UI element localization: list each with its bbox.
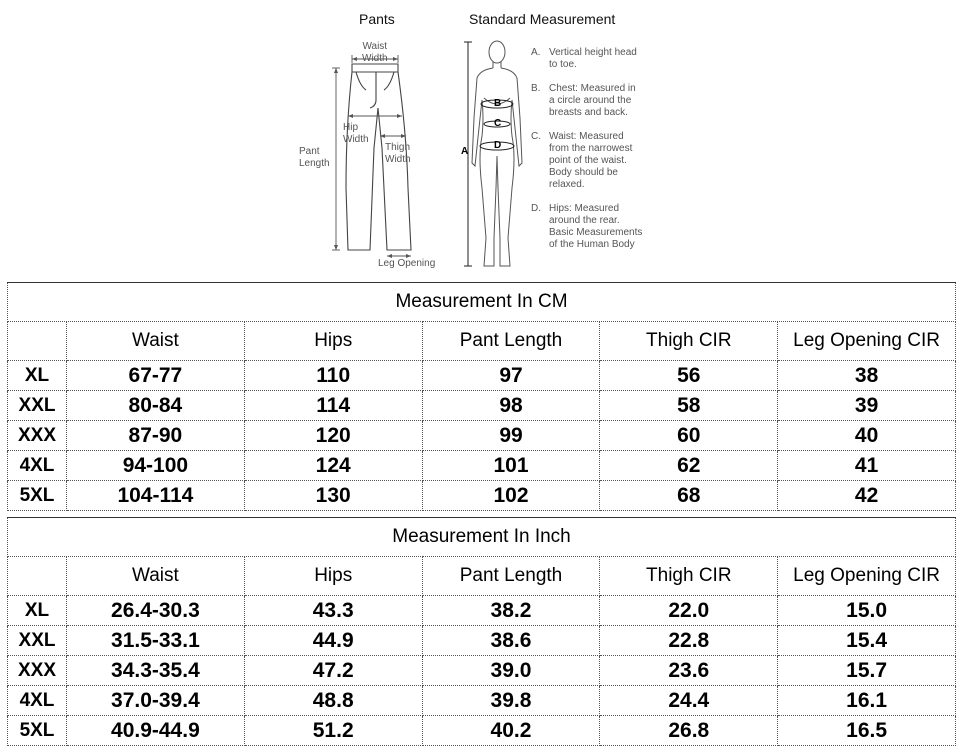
note-b-line: breasts and back. [549, 107, 628, 118]
note-c-line: point of the waist. [549, 155, 627, 166]
note-d-line: around the rear. [549, 215, 620, 226]
leg-opening-label: Leg Opening [378, 258, 436, 269]
value-cell: 80-84 [67, 391, 245, 421]
header-cell [8, 557, 67, 596]
pant-length-line2: Length [299, 158, 330, 169]
value-cell: 51.2 [244, 716, 422, 746]
table-row [8, 596, 956, 626]
header-cell [8, 322, 67, 361]
note-c-line: Waist: Measured [549, 131, 624, 142]
value-cell: 39 [778, 391, 956, 421]
hip-label-line2: Width [343, 134, 369, 145]
inch-table-title: Measurement In Inch [8, 518, 956, 557]
figure-letter-d: D [494, 140, 502, 151]
figure-letter-b: B [494, 98, 502, 109]
cm-table-title: Measurement In CM [8, 283, 956, 322]
value-cell: 60 [600, 421, 778, 451]
figure-letter-c: C [494, 118, 502, 129]
size-cell: 5XL [8, 716, 67, 746]
value-cell: 102 [422, 481, 600, 511]
waist-label-line2: Width [362, 53, 388, 64]
value-cell: 16.5 [778, 716, 956, 746]
inch-header-row [8, 557, 956, 596]
value-cell: 15.7 [778, 656, 956, 686]
value-cell: 40.2 [422, 716, 600, 746]
value-cell: 97 [422, 361, 600, 391]
value-cell: 22.8 [600, 626, 778, 656]
header-cell: Thigh CIR [600, 557, 778, 596]
value-cell: 34.3-35.4 [67, 656, 245, 686]
size-cell: 4XL [8, 451, 67, 481]
size-cell: XXX [8, 656, 67, 686]
waist-width-label [362, 41, 388, 65]
value-cell: 101 [422, 451, 600, 481]
value-cell: 67-77 [67, 361, 245, 391]
body-figure [462, 38, 532, 273]
note-d [531, 203, 669, 251]
table-row [8, 686, 956, 716]
value-cell: 40.9-44.9 [67, 716, 245, 746]
pants-title-text: Pants [359, 11, 395, 27]
header-cell: Leg Opening CIR [778, 322, 956, 361]
inch-size-table [7, 517, 956, 746]
thigh-width-label [385, 142, 411, 166]
note-b-key: B. [531, 83, 541, 94]
note-c [531, 131, 669, 191]
value-cell: 38 [778, 361, 956, 391]
value-cell: 38.2 [422, 596, 600, 626]
cm-size-table [7, 282, 956, 511]
note-a [531, 47, 669, 71]
cm-header-row [8, 322, 956, 361]
value-cell: 39.8 [422, 686, 600, 716]
value-cell: 23.6 [600, 656, 778, 686]
value-cell: 41 [778, 451, 956, 481]
value-cell: 37.0-39.4 [67, 686, 245, 716]
value-cell: 26.4-30.3 [67, 596, 245, 626]
value-cell: 94-100 [67, 451, 245, 481]
pant-length-line1: Pant [299, 146, 320, 157]
value-cell: 68 [600, 481, 778, 511]
waist-label-line1: Waist [362, 41, 388, 52]
note-a-line: to toe. [549, 59, 577, 70]
header-cell: Pant Length [422, 557, 600, 596]
header-cell: Pant Length [422, 322, 600, 361]
pant-length-label [299, 146, 330, 170]
note-d-line: Hips: Measured [549, 203, 620, 214]
table-row [8, 481, 956, 511]
value-cell: 15.0 [778, 596, 956, 626]
note-b-line: Chest: Measured in [549, 83, 636, 94]
header-cell: Hips [244, 557, 422, 596]
value-cell: 56 [600, 361, 778, 391]
value-cell: 114 [244, 391, 422, 421]
note-d-key: D. [531, 203, 541, 214]
value-cell: 40 [778, 421, 956, 451]
note-d-line: Basic Measurements [549, 227, 643, 238]
table-row [8, 626, 956, 656]
hip-label-line1: Hip [343, 122, 359, 133]
value-cell: 48.8 [244, 686, 422, 716]
size-cell: 4XL [8, 686, 67, 716]
value-cell: 44.9 [244, 626, 422, 656]
header-cell: Waist [67, 322, 245, 361]
value-cell: 47.2 [244, 656, 422, 686]
note-c-line: Body should be [549, 167, 618, 178]
value-cell: 104-114 [67, 481, 245, 511]
value-cell: 38.6 [422, 626, 600, 656]
value-cell: 15.4 [778, 626, 956, 656]
note-a-key: A. [531, 47, 541, 58]
thigh-label-line2: Width [385, 154, 411, 165]
header-cell: Waist [67, 557, 245, 596]
note-d-line: of the Human Body [549, 239, 635, 250]
value-cell: 120 [244, 421, 422, 451]
note-c-line: from the narrowest [549, 143, 633, 154]
note-a-line: Vertical height head [549, 47, 637, 58]
standard-measurement-title: Standard Measurement [469, 11, 616, 27]
value-cell: 110 [244, 361, 422, 391]
value-cell: 16.1 [778, 686, 956, 716]
value-cell: 24.4 [600, 686, 778, 716]
header-cell: Hips [244, 322, 422, 361]
value-cell: 130 [244, 481, 422, 511]
value-cell: 124 [244, 451, 422, 481]
value-cell: 87-90 [67, 421, 245, 451]
pants-title [359, 11, 395, 27]
hip-width-label [343, 122, 369, 146]
value-cell: 98 [422, 391, 600, 421]
size-cell: 5XL [8, 481, 67, 511]
value-cell: 99 [422, 421, 600, 451]
value-cell: 62 [600, 451, 778, 481]
size-cell: XL [8, 361, 67, 391]
value-cell: 39.0 [422, 656, 600, 686]
note-c-key: C. [531, 131, 541, 142]
header-cell: Thigh CIR [600, 322, 778, 361]
figure-letter-a: A [461, 146, 469, 157]
table-row [8, 361, 956, 391]
value-cell: 58 [600, 391, 778, 421]
value-cell: 26.8 [600, 716, 778, 746]
thigh-label-line1: Thigh [385, 142, 411, 153]
measurement-illustration [0, 0, 962, 278]
size-cell: XL [8, 596, 67, 626]
table-row [8, 391, 956, 421]
size-cell: XXL [8, 391, 67, 421]
table-row [8, 451, 956, 481]
note-b [531, 83, 669, 119]
note-c-line: relaxed. [549, 179, 585, 190]
value-cell: 22.0 [600, 596, 778, 626]
size-cell: XXX [8, 421, 67, 451]
value-cell: 43.3 [244, 596, 422, 626]
header-cell: Leg Opening CIR [778, 557, 956, 596]
table-row [8, 656, 956, 686]
table-row [8, 421, 956, 451]
note-b-line: a circle around the [549, 95, 632, 106]
value-cell: 31.5-33.1 [67, 626, 245, 656]
value-cell: 42 [778, 481, 956, 511]
size-cell: XXL [8, 626, 67, 656]
table-row [8, 716, 956, 746]
